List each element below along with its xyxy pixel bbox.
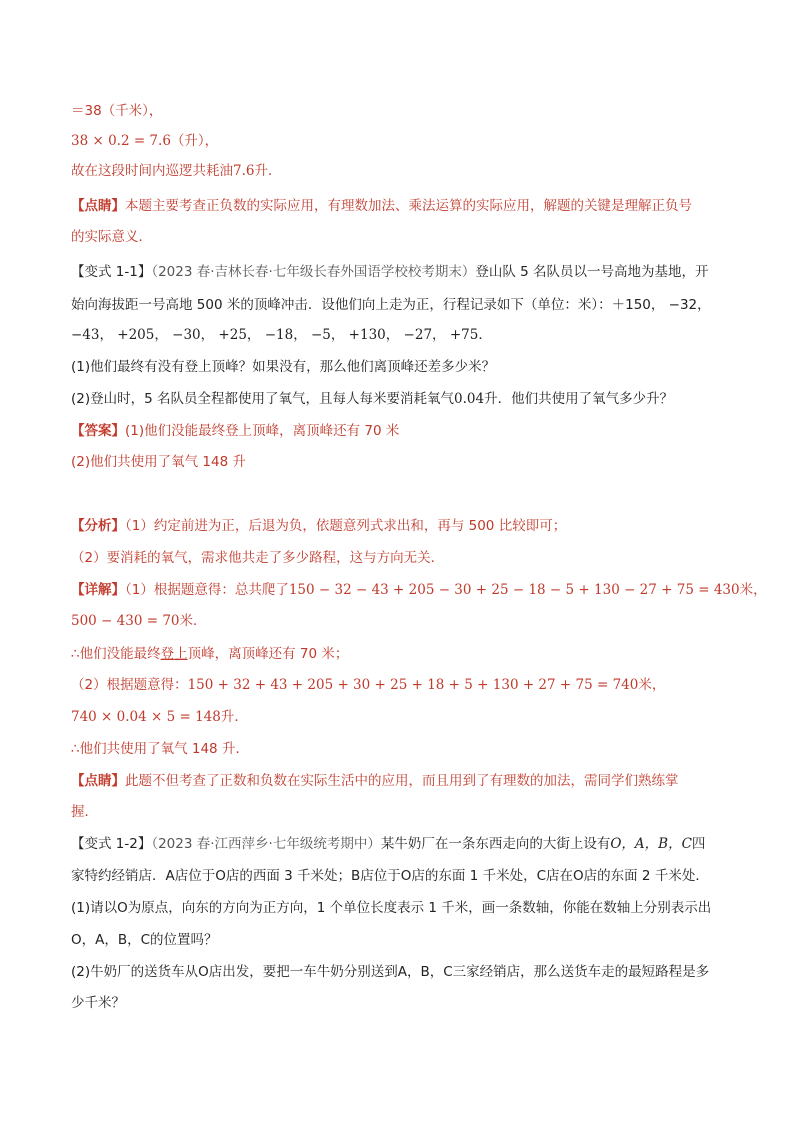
variant-1-2-line-2: 家特约经销店．A店位于O店的西面 3 千米处；B店位于O店的东面 1 千米处，C店在O店的东面 2 千米处． [71,868,709,884]
answer-line-2: (2)他们共使用了氧气 148 升 [71,454,246,470]
calc-line-1: ＝38（千米）， [71,103,163,119]
detail-line-6: ∴他们共使用了氧气 148 升． [71,741,249,757]
detail-line-2: 500 − 430 = 70米． [71,613,207,629]
comment-tag: 【点睛】 [71,198,125,214]
source-label: （2023 春·吉林长春·七年级长春外国语学校校考期末） [151,264,476,280]
detail-line-4: （2）根据题意得：150 + 32 + 43 + 205 + 30 + 25 + 18 + 5 + 130 + 27 + 75 = 740米， [71,677,666,693]
variant-tag: 【变式 1-1】 [71,264,152,280]
analysis-tag: 【分析】 [71,518,125,534]
variant-1-2-q2-cont: 少千米？ [71,995,125,1011]
variant-1-2-header: 【变式 1-2】（2023 春·江西萍乡·七年级统考期中）某牛奶厂在一条东西走向的大街上设有O，A，B，C四 [71,836,706,852]
answer-line-1: 【答案】(1)他们没能最终登上顶峰，离顶峰还有 70 米 [71,423,400,439]
source-label-2: （2023 春·江西萍乡·七年级统考期中） [151,836,381,852]
comment-tag-2: 【点睛】 [71,773,125,789]
answer-tag: 【答案】 [71,423,125,439]
variant-1-1-records: −43， +205， −30， +25， −18， −5， +130， −27， +75． [71,327,492,343]
question-2: (2)登山时，5 名队员全程都使用了氧气，且每人每米要消耗氧气0.04升．他们共使用了氧气多少升？ [71,391,674,407]
analysis-line-2: （2）要消耗的氧气，需求他共走了多少路程，这与方向无关． [71,550,445,566]
calc-line-2: 38 × 0.2 = 7.6（升）， [71,133,219,149]
conclusion-line: 故在这段时间内巡逻共耗油7.6升． [71,163,282,179]
comment-paragraph-1-cont: 的实际意义． [71,229,152,245]
variant-1-1-line-2: 始向海拔距一号高地 500 米的顶峰冲击．设他们向上走为正，行程记录如下（单位：米）：＋150， −32， [71,297,711,313]
detail-line-1: 【详解】（1）根据题意得：总共爬了150 − 32 − 43 + 205 − 30 + 25 − 18 − 5 + 130 − 27 + 75 = 430米， [71,582,767,598]
question-1: (1)他们最终有没有登上顶峰？如果没有，那么他们离顶峰还差多少米？ [71,359,496,375]
variant-tag-2: 【变式 1-2】 [71,836,152,852]
detail-line-5: 740 × 0.04 × 5 = 148升． [71,709,248,725]
comment-paragraph-2: 【点睛】此题不但考查了正数和负数在实际生活中的应用，而且用到了有理数的加法，需同学们熟练掌 [71,773,679,789]
comment-paragraph-2-cont: 握． [71,804,98,820]
analysis-line-1: 【分析】（1）约定前进为正，后退为负，依题意列式求出和，再与 500 比较即可； [71,518,567,534]
detail-line-3: ∴他们没能最终登上顶峰，离顶峰还有 70 米； [71,646,349,662]
variant-1-1-header: 【变式 1-1】（2023 春·吉林长春·七年级长春外国语学校校考期末）登山队 5 名队员以一号高地为基地，开 [71,264,709,280]
variant-1-2-q1: (1)请以O为原点，向东的方向为正方向，1 个单位长度表示 1 千米，画一条数轴，你能在数轴上分别表示出 [71,900,712,916]
detail-tag: 【详解】 [71,582,125,598]
variant-1-2-q1-cont: O，A，B，C的位置吗？ [71,932,218,948]
comment-paragraph-1: 【点睛】本题主要考查正负数的实际应用，有理数加法、乘法运算的实际应用，解题的关键是理解正负号 [71,198,692,214]
variant-1-2-q2: (2)牛奶厂的送货车从O店出发，要把一车牛奶分别送到A，B，C三家经销店，那么送货车走的最短路程是多 [71,964,710,980]
